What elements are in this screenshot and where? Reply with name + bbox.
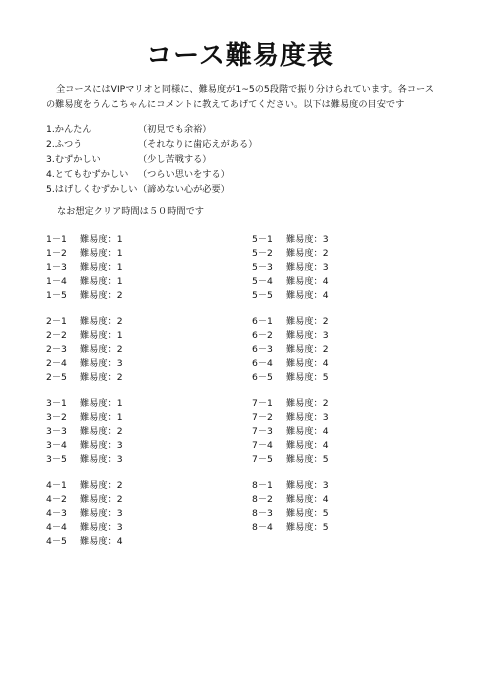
course-difficulty: 難易度：2 <box>80 480 123 491</box>
course-row <box>252 275 412 289</box>
course-group-world-3 <box>46 397 206 465</box>
course-difficulty: 難易度：4 <box>286 358 329 369</box>
course-difficulty: 難易度：5 <box>286 372 329 383</box>
page-title: コース難易度表 <box>146 41 334 71</box>
course-id: 3－4 <box>46 440 67 451</box>
level-name: 5.はげしくむずかしい <box>46 184 138 195</box>
course-row <box>46 453 206 467</box>
course-difficulty: 難易度：3 <box>80 508 123 519</box>
course-row <box>252 289 412 303</box>
course-row <box>252 371 412 385</box>
course-id: 1－3 <box>46 262 67 273</box>
difficulty-level-list <box>46 122 438 197</box>
course-id: 5－1 <box>252 234 273 245</box>
course-id: 6－1 <box>252 316 273 327</box>
level-name: 3.むずかしい <box>46 154 101 165</box>
course-row <box>252 247 412 261</box>
course-difficulty: 難易度：3 <box>80 454 123 465</box>
course-row <box>46 289 206 303</box>
course-id: 5－2 <box>252 248 273 259</box>
course-id: 6－2 <box>252 330 273 341</box>
course-id: 8－4 <box>252 522 273 533</box>
course-row <box>252 261 412 275</box>
course-difficulty: 難易度：2 <box>286 248 329 259</box>
course-row <box>46 329 206 343</box>
course-id: 7－4 <box>252 440 273 451</box>
course-difficulty: 難易度：1 <box>80 248 123 259</box>
course-difficulty: 難易度：4 <box>286 440 329 451</box>
course-row <box>46 439 206 453</box>
course-id: 8－3 <box>252 508 273 519</box>
course-row <box>46 247 206 261</box>
course-id: 1－2 <box>46 248 67 259</box>
course-row <box>46 261 206 275</box>
course-difficulty: 難易度：3 <box>286 330 329 341</box>
course-difficulty: 難易度：3 <box>286 412 329 423</box>
level-name: 1.かんたん <box>46 124 92 135</box>
course-id: 3－5 <box>46 454 67 465</box>
course-difficulty: 難易度：1 <box>80 262 123 273</box>
course-difficulty: 難易度：2 <box>286 316 329 327</box>
course-id: 6－4 <box>252 358 273 369</box>
course-id: 6－5 <box>252 372 273 383</box>
course-row <box>46 493 206 507</box>
course-id: 5－3 <box>252 262 273 273</box>
course-group-world-8 <box>252 479 412 547</box>
course-row <box>252 343 412 357</box>
course-row <box>252 425 412 439</box>
course-row <box>252 521 412 535</box>
course-id: 7－2 <box>252 412 273 423</box>
course-id: 2－2 <box>46 330 67 341</box>
course-row <box>252 453 412 467</box>
course-group-world-1 <box>46 233 206 301</box>
course-column-right <box>252 233 412 561</box>
course-difficulty: 難易度：4 <box>80 536 123 547</box>
course-difficulty: 難易度：3 <box>286 480 329 491</box>
course-row <box>46 479 206 493</box>
course-difficulty: 難易度：3 <box>80 440 123 451</box>
course-difficulty: 難易度：4 <box>286 276 329 287</box>
course-id: 7－5 <box>252 454 273 465</box>
course-difficulty: 難易度：2 <box>80 494 123 505</box>
course-row <box>252 479 412 493</box>
course-id: 3－3 <box>46 426 67 437</box>
course-group-world-2 <box>46 315 206 383</box>
course-row <box>46 521 206 535</box>
level-description: （それなりに歯応えがある） <box>138 139 258 150</box>
course-row <box>252 493 412 507</box>
level-item <box>46 182 438 197</box>
course-row <box>252 439 412 453</box>
level-description: （つらい思いをする） <box>138 169 230 180</box>
course-row <box>46 507 206 521</box>
course-id: 8－1 <box>252 480 273 491</box>
course-row <box>252 329 412 343</box>
course-row <box>46 535 206 549</box>
level-item <box>46 167 438 182</box>
level-name: 4.とてもむずかしい <box>46 169 129 180</box>
course-id: 2－4 <box>46 358 67 369</box>
course-id: 4－1 <box>46 480 67 491</box>
course-id: 2－5 <box>46 372 67 383</box>
course-row <box>46 397 206 411</box>
course-column-left <box>46 233 206 561</box>
course-row <box>252 507 412 521</box>
course-id: 4－5 <box>46 536 67 547</box>
level-name: 2.ふつう <box>46 139 83 150</box>
course-difficulty: 難易度：1 <box>80 330 123 341</box>
course-difficulty: 難易度：2 <box>80 290 123 301</box>
course-row <box>46 411 206 425</box>
course-difficulty: 難易度：3 <box>80 522 123 533</box>
level-description: （諦めない心が必要） <box>138 184 230 195</box>
course-id: 6－3 <box>252 344 273 355</box>
course-row <box>46 343 206 357</box>
course-row <box>46 371 206 385</box>
course-id: 4－3 <box>46 508 67 519</box>
course-difficulty: 難易度：3 <box>286 234 329 245</box>
course-difficulty: 難易度：5 <box>286 508 329 519</box>
course-id: 7－1 <box>252 398 273 409</box>
course-difficulty: 難易度：3 <box>286 262 329 273</box>
course-difficulty: 難易度：1 <box>80 398 123 409</box>
course-row <box>252 411 412 425</box>
course-row <box>252 233 412 247</box>
course-id: 2－3 <box>46 344 67 355</box>
course-row <box>252 397 412 411</box>
course-row <box>46 275 206 289</box>
course-id: 5－4 <box>252 276 273 287</box>
course-id: 2－1 <box>46 316 67 327</box>
course-difficulty: 難易度：1 <box>80 234 123 245</box>
course-row <box>46 233 206 247</box>
course-row <box>46 425 206 439</box>
course-difficulty: 難易度：4 <box>286 290 329 301</box>
level-item <box>46 122 438 137</box>
course-row <box>46 315 206 329</box>
course-id: 4－4 <box>46 522 67 533</box>
course-id: 1－1 <box>46 234 67 245</box>
course-row <box>252 315 412 329</box>
course-id: 3－2 <box>46 412 67 423</box>
clear-time-note: なお想定クリア時間は５０時間です <box>57 206 204 217</box>
course-difficulty: 難易度：4 <box>286 494 329 505</box>
level-item <box>46 137 438 152</box>
course-id: 5－5 <box>252 290 273 301</box>
level-description: （初見でも余裕） <box>138 124 212 135</box>
course-row <box>252 357 412 371</box>
course-difficulty: 難易度：2 <box>80 344 123 355</box>
course-difficulty: 難易度：2 <box>80 426 123 437</box>
course-difficulty: 難易度：2 <box>80 372 123 383</box>
level-description: （少し苦戦する） <box>138 154 212 165</box>
course-difficulty: 難易度：3 <box>80 358 123 369</box>
course-difficulty: 難易度：2 <box>80 316 123 327</box>
course-difficulty: 難易度：2 <box>286 398 329 409</box>
course-id: 4－2 <box>46 494 67 505</box>
course-id: 3－1 <box>46 398 67 409</box>
course-difficulty: 難易度：1 <box>80 412 123 423</box>
course-group-world-4 <box>46 479 206 547</box>
course-difficulty: 難易度：5 <box>286 522 329 533</box>
course-row <box>46 357 206 371</box>
course-difficulty: 難易度：1 <box>80 276 123 287</box>
course-id: 1－4 <box>46 276 67 287</box>
course-difficulty: 難易度：2 <box>286 344 329 355</box>
level-item <box>46 152 438 167</box>
course-group-world-6 <box>252 315 412 383</box>
intro-paragraph: 全コースにはVIPマリオと同様に、難易度が1~5の5段階で振り分けられています。各コースの難易度をうんこちゃんにコメントに教えてあげてください。以下は難易度の目安です <box>46 84 434 110</box>
course-id: 7－3 <box>252 426 273 437</box>
course-id: 1－5 <box>46 290 67 301</box>
course-group-world-7 <box>252 397 412 465</box>
course-difficulty: 難易度：4 <box>286 426 329 437</box>
course-difficulty: 難易度：5 <box>286 454 329 465</box>
course-group-world-5 <box>252 233 412 301</box>
course-id: 8－2 <box>252 494 273 505</box>
